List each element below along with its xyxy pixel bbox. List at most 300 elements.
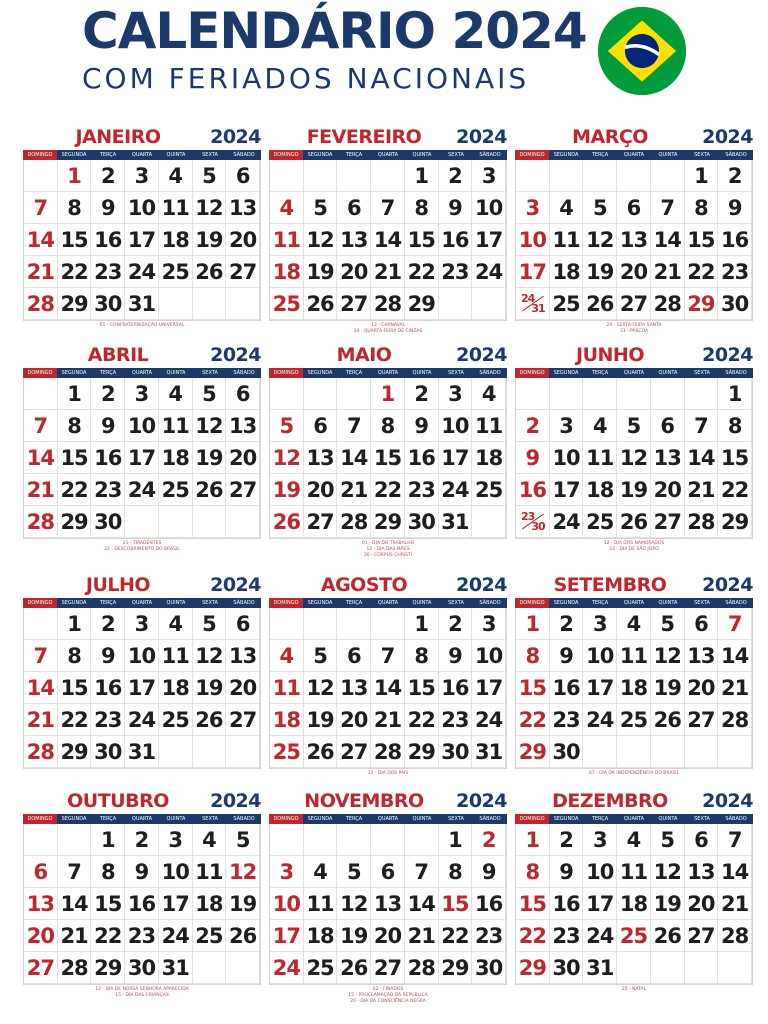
day-cell: 5 bbox=[583, 192, 617, 224]
day-cell: 7 bbox=[371, 640, 405, 672]
weekday-label: SÁBADO bbox=[725, 152, 747, 158]
day-cell: 11 bbox=[472, 410, 506, 442]
day-cell: 1 bbox=[58, 378, 92, 410]
holiday-note: 02 - FINADOS bbox=[372, 987, 404, 992]
day-cell: 19 bbox=[193, 224, 227, 256]
month-header bbox=[515, 126, 753, 150]
day-cell: 17 bbox=[125, 672, 159, 704]
empty-cell bbox=[159, 506, 193, 538]
day-cell: 2 bbox=[439, 608, 473, 640]
day-cell: 26 bbox=[270, 506, 304, 538]
weekday-label: SÁBADO bbox=[233, 816, 255, 822]
weekday-label: QUARTA bbox=[377, 816, 399, 822]
day-cell: 11 bbox=[270, 672, 304, 704]
day-cell: 23 bbox=[91, 256, 125, 288]
day-cell: 4 bbox=[159, 160, 193, 192]
day-cell: 3 bbox=[125, 608, 159, 640]
day-cell: 29 bbox=[371, 506, 405, 538]
holiday-note: 24 - DIA DE SÃO JOÃO bbox=[609, 547, 659, 552]
day-cell: 16 bbox=[439, 672, 473, 704]
day-cell: 28 bbox=[718, 920, 752, 952]
day-cell: 3 bbox=[439, 378, 473, 410]
weekday-label: TERÇA bbox=[345, 600, 363, 606]
day-cell: 28 bbox=[718, 704, 752, 736]
day-cell: 20 bbox=[651, 474, 685, 506]
day-cell: 16 bbox=[439, 224, 473, 256]
day-cell: 25 bbox=[472, 474, 506, 506]
empty-cell bbox=[583, 736, 617, 768]
weekday-label: SEXTA bbox=[202, 370, 218, 376]
day-cell: 25 bbox=[193, 920, 227, 952]
weekday-header bbox=[23, 150, 261, 160]
empty-cell bbox=[193, 288, 227, 320]
day-cell: 4 bbox=[270, 192, 304, 224]
day-cell: 19 bbox=[583, 256, 617, 288]
day-cell: 17 bbox=[583, 672, 617, 704]
day-cell: 7 bbox=[371, 192, 405, 224]
weekday-label: QUARTA bbox=[377, 600, 399, 606]
day-cell: 7 bbox=[718, 608, 752, 640]
day-cell: 6 bbox=[685, 608, 719, 640]
day-cell: 30 bbox=[718, 288, 752, 320]
day-cell: 4 bbox=[583, 410, 617, 442]
day-cell: 16 bbox=[718, 224, 752, 256]
day-grid bbox=[269, 824, 507, 985]
day-cell: 31 bbox=[125, 288, 159, 320]
day-cell: 1 bbox=[371, 378, 405, 410]
day-number: 30 bbox=[531, 520, 545, 533]
day-cell: 18 bbox=[550, 256, 584, 288]
day-cell: 9 bbox=[91, 640, 125, 672]
day-grid bbox=[23, 824, 261, 985]
month-name: DEZEMBRO bbox=[552, 790, 668, 812]
day-cell: 28 bbox=[371, 288, 405, 320]
day-cell: 9 bbox=[718, 192, 752, 224]
day-cell: 13 bbox=[685, 856, 719, 888]
day-cell: 23 bbox=[439, 704, 473, 736]
day-cell: 22 bbox=[405, 256, 439, 288]
day-cell: 17 bbox=[159, 888, 193, 920]
weekday-label: TERÇA bbox=[99, 152, 117, 158]
month-10 bbox=[23, 790, 261, 999]
month-header bbox=[23, 344, 261, 368]
day-cell: 18 bbox=[193, 888, 227, 920]
empty-cell bbox=[24, 378, 58, 410]
day-cell: 2 bbox=[91, 608, 125, 640]
day-cell: 18 bbox=[472, 442, 506, 474]
day-cell: 5 bbox=[651, 608, 685, 640]
month-header bbox=[515, 574, 753, 598]
empty-cell bbox=[685, 736, 719, 768]
day-cell: 19 bbox=[193, 672, 227, 704]
day-cell: 4 bbox=[550, 192, 584, 224]
day-cell: 8 bbox=[718, 410, 752, 442]
day-cell: 27 bbox=[337, 736, 371, 768]
day-cell: 20 bbox=[337, 704, 371, 736]
day-cell: 15 bbox=[685, 224, 719, 256]
month-5 bbox=[269, 344, 507, 559]
empty-cell bbox=[270, 608, 304, 640]
weekday-label: DOMINGO bbox=[269, 368, 303, 378]
day-cell: 10 bbox=[472, 640, 506, 672]
day-cell: 25 bbox=[159, 704, 193, 736]
day-cell: 24 bbox=[439, 474, 473, 506]
day-cell: 25 bbox=[617, 920, 651, 952]
day-cell: 8 bbox=[371, 410, 405, 442]
weekday-label: QUARTA bbox=[131, 152, 153, 158]
empty-cell bbox=[24, 608, 58, 640]
weekday-label: DOMINGO bbox=[269, 814, 303, 824]
day-cell: 19 bbox=[651, 888, 685, 920]
weekday-label: TERÇA bbox=[591, 370, 609, 376]
day-cell: 10 bbox=[125, 192, 159, 224]
day-cell: 2 bbox=[405, 378, 439, 410]
day-cell: 3 bbox=[270, 856, 304, 888]
day-number: 31 bbox=[531, 302, 545, 315]
weekday-label: SEXTA bbox=[202, 152, 218, 158]
day-cell: 24 bbox=[159, 920, 193, 952]
empty-cell bbox=[304, 608, 338, 640]
weekday-header bbox=[269, 598, 507, 608]
day-cell: 20 bbox=[226, 442, 260, 474]
day-cell: 3 bbox=[125, 378, 159, 410]
day-cell: 29 bbox=[685, 288, 719, 320]
empty-cell bbox=[718, 952, 752, 984]
day-cell: 12 bbox=[193, 192, 227, 224]
brazil-flag-icon bbox=[597, 6, 687, 96]
weekday-label: SEGUNDA bbox=[307, 600, 333, 606]
weekday-label: QUINTA bbox=[658, 816, 678, 822]
day-cell: 4 bbox=[472, 378, 506, 410]
day-cell: 16 bbox=[91, 442, 125, 474]
day-cell: 24 bbox=[125, 704, 159, 736]
day-cell: 22 bbox=[516, 920, 550, 952]
day-grid bbox=[515, 824, 753, 985]
day-cell: 7 bbox=[24, 192, 58, 224]
weekday-label: TERÇA bbox=[99, 816, 117, 822]
day-cell: 1 bbox=[516, 608, 550, 640]
day-cell: 22 bbox=[58, 256, 92, 288]
month-header bbox=[269, 574, 507, 598]
day-cell: 26 bbox=[193, 256, 227, 288]
day-cell: 18 bbox=[270, 256, 304, 288]
day-cell: 2 bbox=[472, 824, 506, 856]
day-cell: 9 bbox=[439, 192, 473, 224]
month-name: NOVEMBRO bbox=[304, 790, 424, 812]
empty-cell bbox=[685, 378, 719, 410]
day-cell: 26 bbox=[583, 288, 617, 320]
day-cell: 26 bbox=[617, 506, 651, 538]
day-cell: 21 bbox=[718, 888, 752, 920]
day-cell: 22 bbox=[91, 920, 125, 952]
day-cell: 22 bbox=[405, 704, 439, 736]
weekday-label: TERÇA bbox=[99, 600, 117, 606]
day-cell: 12 bbox=[337, 888, 371, 920]
page-title: CALENDÁRIO 2024 bbox=[82, 2, 587, 60]
empty-cell bbox=[125, 506, 159, 538]
month-year: 2024 bbox=[456, 126, 507, 148]
day-grid bbox=[23, 378, 261, 539]
day-cell: 23 bbox=[91, 474, 125, 506]
day-cell: 30 bbox=[439, 736, 473, 768]
day-cell: 24 bbox=[125, 256, 159, 288]
day-cell: 11 bbox=[550, 224, 584, 256]
day-cell: 15 bbox=[91, 888, 125, 920]
month-name: MAIO bbox=[336, 344, 392, 366]
weekday-label: QUINTA bbox=[658, 370, 678, 376]
day-cell: 28 bbox=[24, 288, 58, 320]
day-cell: 3 bbox=[583, 824, 617, 856]
day-cell: 31 bbox=[472, 736, 506, 768]
day-cell: 23 bbox=[439, 256, 473, 288]
day-cell: 5 bbox=[304, 640, 338, 672]
day-cell: 9 bbox=[550, 640, 584, 672]
day-cell: 9 bbox=[516, 442, 550, 474]
month-name: FEVEREIRO bbox=[306, 126, 422, 148]
month-7 bbox=[23, 574, 261, 771]
weekday-label: QUARTA bbox=[623, 370, 645, 376]
day-cell: 29 bbox=[58, 506, 92, 538]
empty-cell bbox=[516, 160, 550, 192]
day-cell: 17 bbox=[583, 888, 617, 920]
weekday-label: DOMINGO bbox=[269, 150, 303, 160]
day-cell: 23 bbox=[405, 474, 439, 506]
month-year: 2024 bbox=[702, 574, 753, 596]
day-cell: 14 bbox=[24, 672, 58, 704]
weekday-label: SEGUNDA bbox=[553, 600, 579, 606]
empty-cell bbox=[193, 952, 227, 984]
empty-cell bbox=[617, 952, 651, 984]
weekday-label: DOMINGO bbox=[515, 150, 549, 160]
day-cell: 30 bbox=[91, 288, 125, 320]
day-cell: 30 bbox=[91, 736, 125, 768]
day-cell: 29 bbox=[91, 952, 125, 984]
day-cell: 25 bbox=[550, 288, 584, 320]
day-cell: 21 bbox=[371, 256, 405, 288]
day-cell: 5 bbox=[337, 856, 371, 888]
weekday-label: SEGUNDA bbox=[307, 152, 333, 158]
holiday-note: 12 - DIA DOS NAMORADOS bbox=[603, 541, 665, 546]
day-cell: 4 bbox=[617, 608, 651, 640]
day-cell: 13 bbox=[226, 410, 260, 442]
weekday-header bbox=[269, 368, 507, 378]
day-cell: 15 bbox=[516, 888, 550, 920]
day-cell: 23 bbox=[718, 256, 752, 288]
day-cell: 23 bbox=[91, 704, 125, 736]
weekday-header bbox=[515, 598, 753, 608]
empty-cell bbox=[718, 736, 752, 768]
day-cell: 22 bbox=[439, 920, 473, 952]
day-cell: 24 bbox=[472, 256, 506, 288]
day-cell: 18 bbox=[583, 474, 617, 506]
holiday-note: 13 - CARNAVAL bbox=[370, 323, 406, 328]
day-cell: 30 bbox=[405, 506, 439, 538]
day-cell: 1 bbox=[516, 824, 550, 856]
month-year: 2024 bbox=[456, 790, 507, 812]
day-cell: 14 bbox=[371, 224, 405, 256]
empty-cell bbox=[617, 160, 651, 192]
weekday-header bbox=[23, 814, 261, 824]
weekday-label: TERÇA bbox=[345, 370, 363, 376]
day-cell: 16 bbox=[91, 224, 125, 256]
day-cell: 30 bbox=[91, 506, 125, 538]
day-cell: 3 bbox=[159, 824, 193, 856]
holiday-note: 29 - SEXTA-FEIRA SANTA bbox=[606, 323, 662, 328]
weekday-label: SEGUNDA bbox=[553, 152, 579, 158]
day-cell: 9 bbox=[550, 856, 584, 888]
day-cell: 10 bbox=[583, 640, 617, 672]
day-cell: 16 bbox=[91, 672, 125, 704]
day-cell: 19 bbox=[304, 256, 338, 288]
weekday-label: DOMINGO bbox=[23, 814, 57, 824]
day-cell: 12 bbox=[270, 442, 304, 474]
day-cell: 12 bbox=[193, 640, 227, 672]
day-cell: 20 bbox=[226, 672, 260, 704]
weekday-label: DOMINGO bbox=[515, 814, 549, 824]
weekday-label: SEGUNDA bbox=[61, 600, 87, 606]
day-cell: 9 bbox=[439, 640, 473, 672]
holiday-note: 22 - DESCOBRIMENTO DO BRASIL bbox=[104, 547, 180, 552]
empty-cell bbox=[226, 952, 260, 984]
day-cell: 18 bbox=[270, 704, 304, 736]
day-cell: 24 bbox=[583, 704, 617, 736]
day-cell: 7 bbox=[405, 856, 439, 888]
weekday-label: QUINTA bbox=[412, 152, 432, 158]
day-cell-split bbox=[516, 288, 550, 320]
day-cell: 1 bbox=[58, 608, 92, 640]
day-cell: 9 bbox=[91, 410, 125, 442]
day-cell: 29 bbox=[516, 952, 550, 984]
day-cell: 14 bbox=[58, 888, 92, 920]
month-header bbox=[269, 790, 507, 814]
day-cell: 12 bbox=[193, 410, 227, 442]
day-cell: 25 bbox=[159, 256, 193, 288]
day-cell: 2 bbox=[91, 160, 125, 192]
day-cell: 28 bbox=[24, 506, 58, 538]
weekday-label: DOMINGO bbox=[23, 598, 57, 608]
weekday-label: SEXTA bbox=[448, 600, 464, 606]
day-cell: 29 bbox=[405, 736, 439, 768]
day-cell: 29 bbox=[405, 288, 439, 320]
holiday-notes bbox=[269, 541, 507, 559]
weekday-label: TERÇA bbox=[591, 600, 609, 606]
day-cell: 20 bbox=[371, 920, 405, 952]
weekday-label: QUARTA bbox=[623, 816, 645, 822]
empty-cell bbox=[651, 378, 685, 410]
weekday-label: DOMINGO bbox=[515, 368, 549, 378]
day-cell: 3 bbox=[125, 160, 159, 192]
day-cell: 28 bbox=[371, 736, 405, 768]
day-cell: 28 bbox=[405, 952, 439, 984]
day-number: 24 bbox=[521, 292, 535, 305]
holiday-notes bbox=[23, 987, 261, 999]
weekday-label: SÁBADO bbox=[479, 600, 501, 606]
day-cell: 11 bbox=[159, 640, 193, 672]
weekday-label: DOMINGO bbox=[515, 598, 549, 608]
empty-cell bbox=[685, 952, 719, 984]
day-cell: 28 bbox=[685, 506, 719, 538]
month-name: MARÇO bbox=[572, 126, 648, 148]
day-cell: 16 bbox=[550, 672, 584, 704]
holiday-note: 15 - DIA DAS CRIANÇAS bbox=[115, 993, 169, 998]
day-cell: 25 bbox=[270, 736, 304, 768]
day-cell: 21 bbox=[24, 474, 58, 506]
empty-cell bbox=[405, 824, 439, 856]
day-cell: 7 bbox=[24, 410, 58, 442]
day-grid bbox=[269, 378, 507, 539]
day-grid bbox=[515, 378, 753, 539]
day-cell: 6 bbox=[651, 410, 685, 442]
day-cell: 20 bbox=[226, 224, 260, 256]
month-header bbox=[269, 126, 507, 150]
weekday-header bbox=[515, 814, 753, 824]
day-cell: 13 bbox=[337, 224, 371, 256]
day-cell: 26 bbox=[193, 704, 227, 736]
empty-cell bbox=[617, 378, 651, 410]
day-cell: 13 bbox=[617, 224, 651, 256]
day-cell: 2 bbox=[718, 160, 752, 192]
day-cell: 27 bbox=[226, 256, 260, 288]
day-cell: 28 bbox=[651, 288, 685, 320]
day-cell: 1 bbox=[718, 378, 752, 410]
day-cell: 22 bbox=[718, 474, 752, 506]
day-cell: 28 bbox=[24, 736, 58, 768]
day-cell: 3 bbox=[516, 192, 550, 224]
day-cell: 10 bbox=[125, 640, 159, 672]
day-cell: 6 bbox=[685, 824, 719, 856]
day-cell: 1 bbox=[685, 160, 719, 192]
weekday-label: QUINTA bbox=[166, 370, 186, 376]
day-cell: 16 bbox=[550, 888, 584, 920]
month-8 bbox=[269, 574, 507, 777]
weekday-label: SEXTA bbox=[202, 816, 218, 822]
holiday-notes bbox=[515, 987, 753, 993]
day-cell: 16 bbox=[516, 474, 550, 506]
weekday-header bbox=[515, 150, 753, 160]
day-cell: 27 bbox=[685, 704, 719, 736]
day-cell: 20 bbox=[337, 256, 371, 288]
empty-cell bbox=[583, 160, 617, 192]
day-cell: 7 bbox=[718, 824, 752, 856]
weekday-header bbox=[23, 598, 261, 608]
month-12 bbox=[515, 790, 753, 993]
day-cell: 13 bbox=[337, 672, 371, 704]
day-cell: 11 bbox=[159, 192, 193, 224]
weekday-header bbox=[269, 814, 507, 824]
day-cell: 28 bbox=[337, 506, 371, 538]
day-cell: 30 bbox=[125, 952, 159, 984]
day-cell: 11 bbox=[159, 410, 193, 442]
empty-cell bbox=[270, 378, 304, 410]
day-cell: 14 bbox=[24, 442, 58, 474]
holiday-note: 21 - TIRADENTES bbox=[122, 541, 162, 546]
day-cell: 11 bbox=[270, 224, 304, 256]
month-4 bbox=[23, 344, 261, 553]
day-cell: 4 bbox=[617, 824, 651, 856]
day-cell: 29 bbox=[58, 288, 92, 320]
day-cell: 26 bbox=[226, 920, 260, 952]
month-header bbox=[515, 344, 753, 368]
day-cell: 21 bbox=[685, 474, 719, 506]
day-cell: 21 bbox=[718, 672, 752, 704]
holiday-notes bbox=[23, 541, 261, 553]
day-cell: 6 bbox=[226, 378, 260, 410]
day-cell: 14 bbox=[24, 224, 58, 256]
month-name: JANEIRO bbox=[75, 126, 161, 148]
weekday-label: DOMINGO bbox=[23, 368, 57, 378]
day-cell: 22 bbox=[371, 474, 405, 506]
day-cell: 10 bbox=[583, 856, 617, 888]
